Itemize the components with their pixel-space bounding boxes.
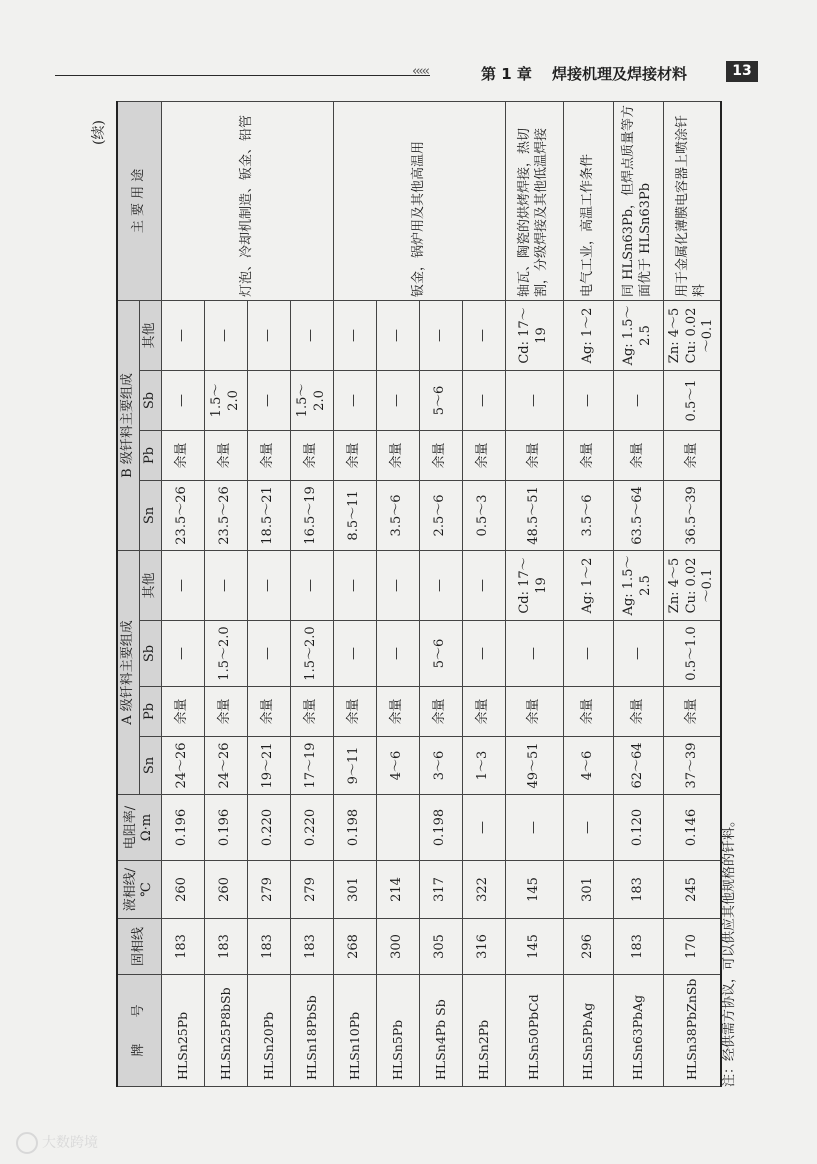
cell-a-pb: 余量 [563, 687, 613, 737]
cell-brand: HLSn50PbCd [505, 975, 563, 1087]
cell-a-pb: 余量 [419, 687, 462, 737]
cell-resistivity: — [505, 795, 563, 861]
cell-b-sb: — [505, 370, 563, 430]
cell-brand: HLSn25P8bSb [204, 975, 247, 1087]
cell-brand: HLSn2Pb [462, 975, 505, 1087]
cell-resistivity: 0.196 [204, 795, 247, 861]
cell-solidus: 300 [376, 919, 419, 975]
cell-b-sn: 0.5～3 [462, 480, 505, 550]
cell-a-other: — [204, 550, 247, 620]
cell-a-pb: 余量 [290, 687, 333, 737]
cell-resistivity: 0.146 [663, 795, 721, 861]
cell-a-pb: 余量 [505, 687, 563, 737]
cell-liquidus: 322 [462, 861, 505, 919]
header-row-1 [117, 101, 139, 1086]
cell-a-sn: 19～21 [247, 737, 290, 795]
cell-solidus: 316 [462, 919, 505, 975]
cell-b-other: — [161, 300, 204, 370]
cell-a-pb: 余量 [376, 687, 419, 737]
cell-use: 钣金，锅炉用及其他高温用 [333, 101, 505, 300]
cell-resistivity: 0.196 [161, 795, 204, 861]
cell-a-other: — [290, 550, 333, 620]
col-liquidus: 液相线/℃ [117, 861, 161, 919]
cell-b-sb: — [563, 370, 613, 430]
cell-a-other: Ag: 1～2 [563, 550, 613, 620]
cell-b-pb: 余量 [663, 430, 721, 480]
col-b-other: 其他 [139, 300, 161, 370]
cell-b-sb: 0.5～1 [663, 370, 721, 430]
table-row [505, 101, 563, 1086]
cell-a-pb: 余量 [161, 687, 204, 737]
cell-a-other: — [419, 550, 462, 620]
cell-b-sn: 36.5～39 [663, 480, 721, 550]
cell-a-pb: 余量 [247, 687, 290, 737]
cell-a-other: — [333, 550, 376, 620]
cell-b-other: Cd: 17～19 [505, 300, 563, 370]
cell-a-sb: 5～6 [419, 621, 462, 687]
cell-b-pb: 余量 [290, 430, 333, 480]
cell-solidus: 305 [419, 919, 462, 975]
cell-liquidus: 183 [613, 861, 663, 919]
cell-b-other: Ag: 1.5～2.5 [613, 300, 663, 370]
cell-resistivity [376, 795, 419, 861]
cell-resistivity: — [563, 795, 613, 861]
table-row [663, 101, 721, 1086]
cell-a-sn: 3～6 [419, 737, 462, 795]
cell-b-sb: — [161, 370, 204, 430]
cell-liquidus: 145 [505, 861, 563, 919]
cell-solidus: 183 [613, 919, 663, 975]
col-a-sn: Sn [139, 737, 161, 795]
cell-a-sn: 17～19 [290, 737, 333, 795]
cell-b-sb: — [376, 370, 419, 430]
solder-composition-table [116, 101, 722, 1087]
cell-a-other: — [462, 550, 505, 620]
cell-b-sn: 16.5～19 [290, 480, 333, 550]
cell-use: 轴瓦、陶瓷的烘烤焊接，热切割，分级焊接及其他低温焊接 [505, 101, 563, 300]
table-row [613, 101, 663, 1086]
cell-a-pb: 余量 [613, 687, 663, 737]
cell-b-sn: 3.5～6 [376, 480, 419, 550]
cell-resistivity: 0.220 [290, 795, 333, 861]
cell-a-other: — [247, 550, 290, 620]
col-b-sb: Sb [139, 370, 161, 430]
cell-b-other: Zn: 4～5 Cu: 0.02～0.1 [663, 300, 721, 370]
cell-a-sb: — [333, 621, 376, 687]
col-solidus: 固相线 [117, 919, 161, 975]
col-brand: 牌 号 [117, 975, 161, 1087]
cell-b-sn: 3.5～6 [563, 480, 613, 550]
cell-solidus: 170 [663, 919, 721, 975]
cell-use: 电气工业，高温工作条件 [563, 101, 613, 300]
cell-liquidus: 301 [563, 861, 613, 919]
cell-b-sn: 48.5～51 [505, 480, 563, 550]
cell-liquidus: 279 [247, 861, 290, 919]
cell-liquidus: 245 [663, 861, 721, 919]
table-footnote: 注：经供需方协议，可以供应其他规格的钎料。 [722, 813, 737, 1087]
chapter-label: 第 1 章 [481, 65, 532, 83]
cell-use: 用于金属化薄膜电容器上喷涂钎料 [663, 101, 721, 300]
col-resistivity: 电阻率/Ω·m [117, 795, 161, 861]
cell-b-sb: 5～6 [419, 370, 462, 430]
cell-b-sb: 1.5～2.0 [290, 370, 333, 430]
cell-b-sn: 23.5～26 [204, 480, 247, 550]
cell-b-other: Ag: 1～2 [563, 300, 613, 370]
watermark-logo-icon [16, 1132, 38, 1154]
cell-brand: HLSn5PbAg [563, 975, 613, 1087]
cell-b-sn: 18.5～21 [247, 480, 290, 550]
table-row [161, 101, 204, 1086]
cell-b-other: — [333, 300, 376, 370]
cell-a-other: Zn: 4～5 Cu: 0.02～0.1 [663, 550, 721, 620]
cell-a-pb: 余量 [333, 687, 376, 737]
cell-b-pb: 余量 [204, 430, 247, 480]
cell-a-other: Ag: 1.5～2.5 [613, 550, 663, 620]
cell-a-sb: 0.5～1.0 [663, 621, 721, 687]
cell-a-sn: 4～6 [563, 737, 613, 795]
cell-a-sb: — [563, 621, 613, 687]
rotated-table-region [88, 102, 760, 1087]
cell-brand: HLSn20Pb [247, 975, 290, 1087]
cell-brand: HLSn10Pb [333, 975, 376, 1087]
cell-a-other: — [376, 550, 419, 620]
cell-a-pb: 余量 [204, 687, 247, 737]
cell-a-sn: 1～3 [462, 737, 505, 795]
cell-liquidus: 260 [204, 861, 247, 919]
cell-a-sb: — [161, 621, 204, 687]
cell-liquidus: 279 [290, 861, 333, 919]
cell-b-pb: 余量 [333, 430, 376, 480]
col-use: 主 要 用 途 [117, 101, 161, 300]
cell-a-sb: 1.5～2.0 [290, 621, 333, 687]
cell-a-sb: — [462, 621, 505, 687]
cell-brand: HLSn4Pb Sb [419, 975, 462, 1087]
cell-brand: HLSn18PbSb [290, 975, 333, 1087]
cell-b-sn: 63.5～64 [613, 480, 663, 550]
cell-use: 同 HLSn63Pb，但焊点质量等方面优于 HLSn63Pb [613, 101, 663, 300]
cell-resistivity: 0.198 [333, 795, 376, 861]
page-number: 13 [726, 61, 758, 82]
cell-b-sb: — [613, 370, 663, 430]
cell-a-sn: 37～39 [663, 737, 721, 795]
cell-b-sb: — [333, 370, 376, 430]
cell-b-other: — [419, 300, 462, 370]
header-rule [55, 75, 430, 76]
col-a-other: 其他 [139, 550, 161, 620]
cell-b-pb: 余量 [161, 430, 204, 480]
col-grade-b: B 级钎料主要组成 [117, 300, 139, 550]
header-arrows: ‹‹‹‹‹ [412, 64, 428, 79]
cell-b-pb: 余量 [563, 430, 613, 480]
cell-a-sn: 4～6 [376, 737, 419, 795]
chapter-title: 焊接机理及焊接材料 [552, 65, 688, 83]
cell-a-other: — [161, 550, 204, 620]
cell-b-sb: — [247, 370, 290, 430]
cell-brand: HLSn63PbAg [613, 975, 663, 1087]
cell-b-sb: 1.5～2.0 [204, 370, 247, 430]
cell-liquidus: 260 [161, 861, 204, 919]
cell-brand: HLSn38PbZnSb [663, 975, 721, 1087]
col-grade-a: A 级钎料主要组成 [117, 550, 139, 794]
col-b-sn: Sn [139, 480, 161, 550]
cell-solidus: 145 [505, 919, 563, 975]
cell-solidus: 183 [161, 919, 204, 975]
cell-liquidus: 301 [333, 861, 376, 919]
cell-resistivity: 0.120 [613, 795, 663, 861]
cell-a-pb: 余量 [462, 687, 505, 737]
cell-a-sb: — [376, 621, 419, 687]
cell-a-sb: — [247, 621, 290, 687]
cell-b-other: — [290, 300, 333, 370]
cell-a-sb: 1.5～2.0 [204, 621, 247, 687]
cell-b-sn: 2.5～6 [419, 480, 462, 550]
cell-liquidus: 317 [419, 861, 462, 919]
cell-solidus: 183 [204, 919, 247, 975]
cell-solidus: 183 [247, 919, 290, 975]
cell-use: 灯泡、冷却机制造、钣金、铅管 [161, 101, 333, 300]
cell-a-sb: — [505, 621, 563, 687]
continued-label: (续) [91, 120, 107, 145]
cell-b-pb: 余量 [462, 430, 505, 480]
cell-brand: HLSn25Pb [161, 975, 204, 1087]
cell-solidus: 268 [333, 919, 376, 975]
cell-b-other: — [247, 300, 290, 370]
table-row [333, 101, 376, 1086]
cell-brand: HLSn5Pb [376, 975, 419, 1087]
cell-a-sn: 24～26 [161, 737, 204, 795]
cell-b-pb: 余量 [247, 430, 290, 480]
cell-a-pb: 余量 [663, 687, 721, 737]
col-a-sb: Sb [139, 621, 161, 687]
cell-a-sn: 24～26 [204, 737, 247, 795]
cell-b-pb: 余量 [505, 430, 563, 480]
cell-resistivity: — [462, 795, 505, 861]
cell-a-sn: 62～64 [613, 737, 663, 795]
cell-solidus: 296 [563, 919, 613, 975]
watermark-text: 大数跨境 [42, 1135, 98, 1151]
cell-a-other: Cd: 17～19 [505, 550, 563, 620]
cell-solidus: 183 [290, 919, 333, 975]
cell-a-sn: 49～51 [505, 737, 563, 795]
cell-b-pb: 余量 [419, 430, 462, 480]
cell-b-other: — [376, 300, 419, 370]
cell-resistivity: 0.198 [419, 795, 462, 861]
table-row [563, 101, 613, 1086]
cell-b-pb: 余量 [613, 430, 663, 480]
col-a-pb: Pb [139, 687, 161, 737]
watermark [16, 1132, 98, 1154]
cell-b-sn: 8.5～11 [333, 480, 376, 550]
cell-b-sn: 23.5～26 [161, 480, 204, 550]
col-b-pb: Pb [139, 430, 161, 480]
cell-a-sn: 9～11 [333, 737, 376, 795]
cell-b-other: — [204, 300, 247, 370]
cell-resistivity: 0.220 [247, 795, 290, 861]
cell-b-pb: 余量 [376, 430, 419, 480]
cell-liquidus: 214 [376, 861, 419, 919]
cell-b-other: — [462, 300, 505, 370]
cell-b-sb: — [462, 370, 505, 430]
cell-a-sb: — [613, 621, 663, 687]
